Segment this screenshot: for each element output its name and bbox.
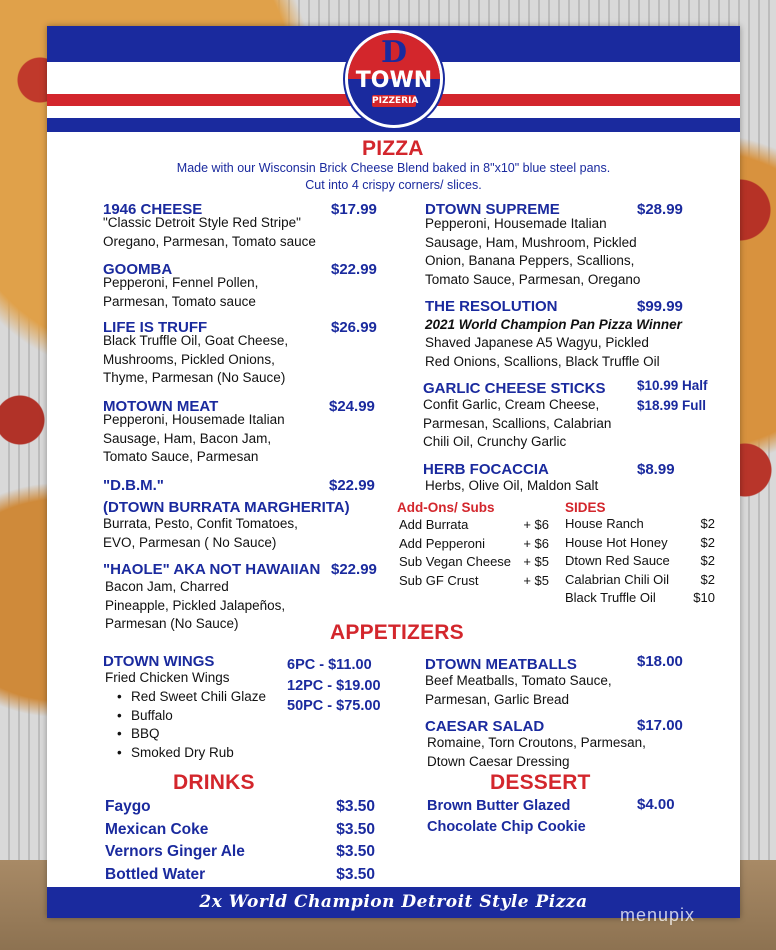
addon-price: + $5 (523, 554, 549, 569)
side-price: $2 (700, 516, 715, 531)
wing-price: 6PC - $11.00 (287, 657, 372, 673)
side-name: Calabrian Chili Oil (565, 571, 670, 587)
drink-price: $3.50 (336, 865, 375, 883)
item-desc (103, 332, 288, 388)
sides-list (565, 515, 715, 608)
item-desc (105, 578, 285, 634)
drink-price: $3.50 (336, 798, 375, 815)
wing-prices (287, 655, 381, 717)
addon-name: Sub GF Crust (399, 572, 479, 588)
side-name: Dtown Red Sauce (565, 553, 670, 568)
desc-line: Parmesan, Garlic Bread (425, 691, 570, 707)
drink-name: Vernors Ginger Ale (105, 843, 245, 860)
item-name-dbm: "D.B.M." (103, 477, 164, 494)
addon-name: Add Pepperoni (399, 535, 486, 551)
item-name-dtown-wings: DTOWN WINGS (103, 653, 215, 670)
desc-line: Burrata, Pesto, Confit Tomatoes, (103, 516, 298, 531)
wing-flavor: • Red Sweet Chili Glaze (115, 688, 266, 707)
dtown-logo (345, 30, 443, 128)
section-title-dessert: DESSERT (490, 771, 591, 794)
wing-price: 12PC - $19.00 (287, 677, 381, 694)
item-price-goomba: $22.99 (331, 261, 377, 278)
desc-line: Pineapple, Pickled Jalapeños, (105, 597, 286, 613)
item-desc (103, 515, 298, 552)
item-price-half-garlic-cheese-sticks: $10.99 Half (637, 378, 708, 393)
item-desc (423, 396, 611, 452)
drink-price: $3.50 (336, 820, 375, 838)
desc-line: Pepperoni, Housemade Italian (425, 216, 607, 231)
addon-row (399, 553, 549, 572)
desc-line: Pepperoni, Housemade Italian (103, 412, 285, 427)
desc-line: Parmesan, Scallions, Calabrian (423, 415, 612, 431)
item-price-herb-focaccia: $8.99 (637, 461, 675, 478)
item-name-1946-cheese: 1946 CHEESE (103, 201, 203, 218)
side-row (565, 589, 715, 608)
item-name-motown-meat: MOTOWN MEAT (103, 398, 219, 415)
addon-name: Add Burrata (399, 517, 469, 532)
pizza-intro-line2: Cut into 4 crispy corners/ slices. (305, 178, 482, 192)
logo-name: TOWN (355, 68, 433, 93)
desc-line: Pepperoni, Fennel Pollen, (103, 275, 259, 290)
side-name: House Ranch (565, 516, 644, 531)
addon-name: Sub Vegan Cheese (399, 554, 512, 569)
watermark: menupix (620, 905, 696, 925)
footer-banner: 2x World Champion Detroit Style Pizza (47, 884, 740, 918)
item-desc (103, 274, 258, 311)
item-name-goomba: GOOMBA (103, 261, 173, 278)
item-name-caesar-salad: CAESAR SALAD (425, 718, 545, 735)
item-price-haole: $22.99 (331, 561, 377, 578)
wing-price: 50PC - $75.00 (287, 698, 381, 714)
dessert-name-line: Brown Butter Glazed (427, 798, 571, 814)
item-desc-dtown-wings: Fried Chicken Wings (105, 670, 230, 685)
side-price: $2 (700, 553, 715, 568)
dessert-price: $4.00 (637, 796, 675, 813)
desc-line: "Classic Detroit Style Red Stripe" (103, 215, 301, 230)
dessert-name (427, 796, 586, 838)
drink-row (105, 819, 375, 842)
drink-row (105, 796, 375, 819)
desc-line: Parmesan, Tomato sauce (103, 293, 256, 309)
side-row (565, 552, 715, 571)
wing-flavor: • BBQ (115, 725, 266, 744)
desc-line: Mushrooms, Pickled Onions, (103, 351, 275, 367)
drink-row (105, 864, 375, 887)
desc-line: Dtown Caesar Dressing (427, 753, 570, 769)
item-desc (425, 672, 612, 709)
drink-row (105, 841, 375, 864)
item-name-herb-focaccia: HERB FOCACCIA (423, 461, 549, 478)
desc-line: Onion, Banana Peppers, Scallions, (425, 253, 635, 268)
item-name-garlic-cheese-sticks: GARLIC CHEESE STICKS (423, 380, 606, 397)
item-price-full-garlic-cheese-sticks: $18.99 Full (637, 398, 707, 413)
desc-line: Bacon Jam, Charred (105, 579, 229, 594)
side-price: $2 (700, 534, 715, 550)
item-desc (425, 215, 640, 289)
drink-name: Mexican Coke (105, 820, 209, 838)
side-name: Black Truffle Oil (565, 590, 656, 605)
side-row (565, 515, 715, 534)
desc-line: Black Truffle Oil, Goat Cheese, (103, 333, 289, 348)
addon-price: + $6 (523, 517, 549, 532)
desc-line: Thyme, Parmesan (No Sauce) (103, 370, 286, 385)
logo-letter: D (380, 35, 407, 70)
item-desc (103, 214, 316, 251)
drinks-list (105, 796, 375, 886)
addon-row (399, 572, 549, 591)
item-name-dtown-supreme: DTOWN SUPREME (425, 201, 560, 218)
item-price-dtown-meatballs: $18.00 (637, 653, 683, 670)
drink-name: Faygo (105, 798, 151, 815)
desc-line: Chili Oil, Crunchy Garlic (423, 434, 567, 449)
sides-title: SIDES (565, 500, 606, 515)
desc-line: Sausage, Ham, Bacon Jam, (103, 430, 272, 446)
addon-row (399, 535, 549, 554)
item-price-dbm: $22.99 (329, 477, 375, 494)
side-price: $2 (700, 571, 715, 587)
item-price-the-resolution: $99.99 (637, 298, 683, 315)
desc-line: Shaved Japanese A5 Wagyu, Pickled (425, 335, 649, 350)
desc-line: Tomato Sauce, Parmesan, Oregano (425, 271, 641, 287)
section-title-drinks: DRINKS (173, 771, 255, 794)
dessert-name-line: Chocolate Chip Cookie (427, 819, 586, 835)
item-price-1946-cheese: $17.99 (331, 201, 377, 218)
side-price: $10 (693, 590, 715, 605)
desc-line: Confit Garlic, Cream Cheese, (423, 397, 600, 412)
item-desc (425, 477, 598, 496)
item-name-haole: "HAOLE" AKA NOT HAWAIIAN (103, 561, 321, 578)
desc-line: Red Onions, Scallions, Black Truffle Oil (425, 353, 660, 369)
side-name: House Hot Honey (565, 534, 668, 550)
side-row (565, 571, 715, 590)
addons-title: Add-Ons/ Subs (397, 500, 495, 515)
item-price-dtown-supreme: $28.99 (637, 201, 683, 218)
item-name-dtown-meatballs: DTOWN MEATBALLS (425, 656, 577, 673)
section-title-appetizers: APPETIZERS (330, 621, 464, 644)
desc-line: Parmesan (No Sauce) (105, 616, 239, 631)
item-name-the-resolution: THE RESOLUTION (425, 298, 558, 315)
item-price-caesar-salad: $17.00 (637, 717, 683, 734)
desc-line: Oregano, Parmesan, Tomato sauce (103, 233, 316, 249)
drink-name: Bottled Water (105, 865, 206, 883)
item-desc (425, 334, 660, 371)
wing-flavor-list (115, 688, 266, 762)
wing-flavor: • Buffalo (115, 707, 266, 726)
desc-line: Beef Meatballs, Tomato Sauce, (425, 673, 612, 688)
logo-subtitle: PIZZERIA (372, 96, 419, 106)
item-desc (427, 734, 646, 771)
drink-price: $3.50 (336, 843, 375, 860)
section-title-pizza: PIZZA (362, 137, 424, 160)
pizza-intro-line1: Made with our Wisconsin Brick Cheese Blend baked in 8"x10" blue steel pans. (176, 161, 611, 175)
wing-flavor: • Smoked Dry Rub (115, 744, 266, 763)
side-row (565, 534, 715, 553)
addon-price: + $6 (523, 535, 549, 551)
item-subname-dbm: (DTOWN BURRATA MARGHERITA) (103, 499, 350, 516)
desc-line: Romaine, Torn Croutons, Parmesan, (427, 735, 646, 750)
addons-list (399, 516, 549, 590)
desc-line: EVO, Parmesan ( No Sauce) (103, 534, 277, 550)
item-price-life-is-truff: $26.99 (331, 319, 377, 336)
item-tagline-the-resolution: 2021 World Champion Pan Pizza Winner (425, 317, 682, 332)
addon-price: + $5 (523, 572, 549, 588)
item-desc (103, 411, 285, 467)
desc-line: Sausage, Ham, Mushroom, Pickled (425, 234, 637, 250)
addon-row (399, 516, 549, 535)
desc-line: Herbs, Olive Oil, Maldon Salt (425, 478, 599, 493)
menu-card (47, 26, 740, 918)
item-price-motown-meat: $24.99 (329, 398, 375, 415)
desc-line: Tomato Sauce, Parmesan (103, 449, 259, 464)
item-name-life-is-truff: LIFE IS TRUFF (103, 319, 208, 336)
